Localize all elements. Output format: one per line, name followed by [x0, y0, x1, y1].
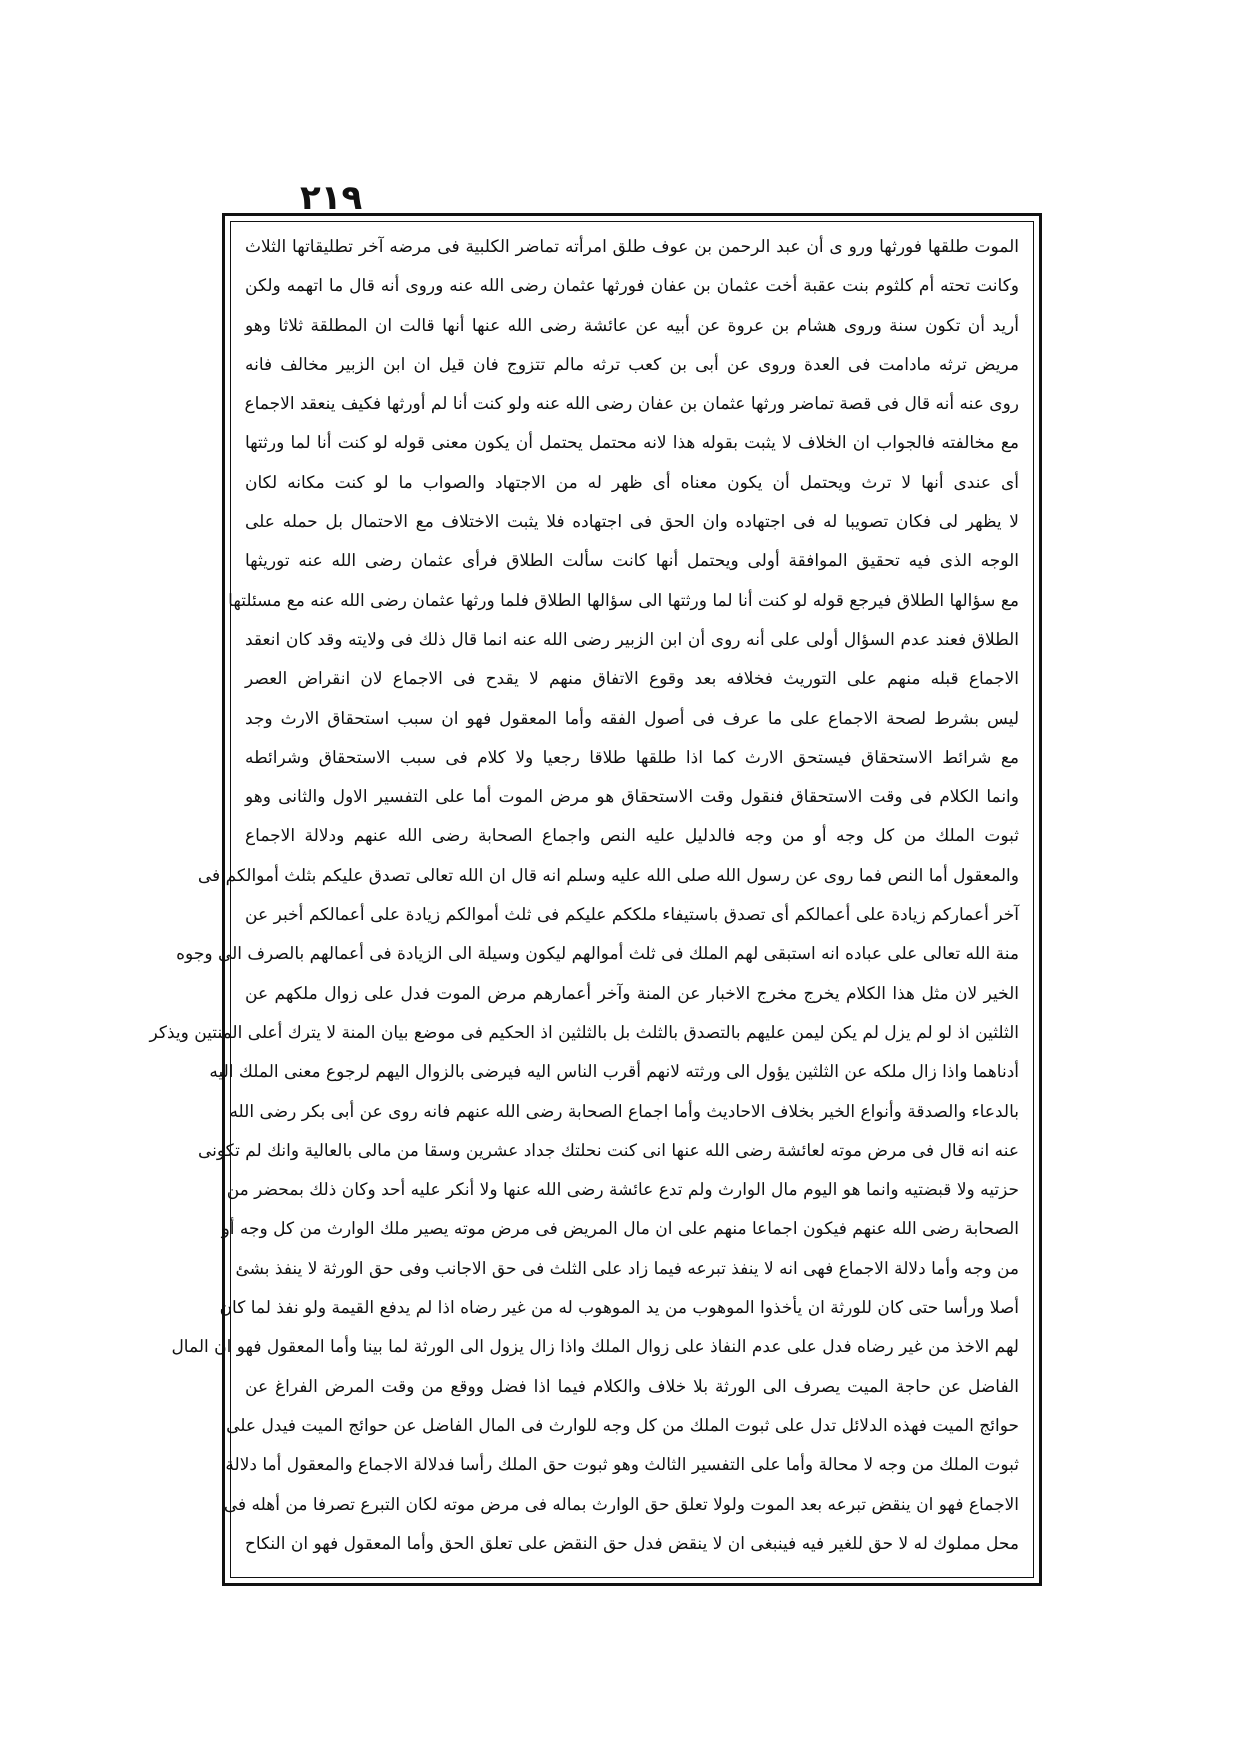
text-line: الاجماع قبله منهم على التوريث فخلافه بعد وقوع الاتفاق منهم لا يقدح فى الاجماع لان انقراض العصر: [245, 669, 1019, 690]
text-line: لا يظهر لى فكان تصويبا له فى اجتهاده وان الحق فى اجتهاده فلا يثبت الاختلاف مع الاحتمال بل حمله على: [245, 512, 1019, 533]
text-line: الاجماع فهو ان ينقض تبرعه بعد الموت ولولا تعلق حق الوارث بماله فى مرض موته لكان التبرع تصرفا من أهله فى: [223, 1494, 1019, 1515]
text-line: آخر أعماركم زيادة على أعمالكم أى تصدق باستيفاء ملككم عليكم فى ثلث أموالكم زيادة على أعمالكم أخبر عن: [245, 905, 1019, 926]
text-line: أدناهما واذا زال ملكه عن الثلثين يؤول الى ورثته لانهم أقرب الناس اليه فيرضى بالزوال اليهم لرجوع معنى الملك اليه: [209, 1062, 1019, 1083]
text-line: لهم الاخذ من غير رضاه فدل على عدم النفاذ على زوال الملك واذا زال يزول الى الورثة لما بينا وأما المعقول فهو ان المال: [171, 1337, 1019, 1358]
text-line: مريض ترثه مادامت فى العدة وروى عن أبى بن كعب ترثه مالم تتزوج فان قيل ان ابن الزبير مخالف فانه: [245, 354, 1019, 375]
text-line: من وجه وأما دلالة الاجماع فهى انه لا ينفذ تبرعه فيما زاد على الثلث فى حق الاجانب وفى حق الورثة لا ينفذ بشئ: [235, 1258, 1019, 1279]
text-line: الخير لان مثل هذا الكلام يخرج مخرج الاخبار عن المنة وآخر أعمارهم مرض الموت فدل على زوال ملكهم عن: [245, 983, 1019, 1004]
text-line: أى عندى أنها لا ترث ويحتمل أن يكون معناه أى ظهر له من الاجتهاد والصواب ما لو كنت مكانه لكان: [245, 472, 1019, 493]
text-line: محل مملوك له لا حق للغير فيه فينبغى ان لا ينقض فدل حق النقض على تعلق الحق وأما المعقول فهو ان النكاح: [244, 1533, 1019, 1554]
text-line: وانما الكلام فى وقت الاستحقاق فنقول وقت الاستحقاق هو مرض الموت أما على التفسير الاول والثانى وهو: [245, 787, 1019, 808]
text-line: مع شرائط الاستحقاق فيستحق الارث كما اذا طلقها طلاقا رجعيا ولا كلام فى سبب الاستحقاق وشرائطه: [245, 747, 1019, 768]
text-line: ليس بشرط لصحة الاجماع على ما عرف فى أصول الفقه وأما المعقول فهو ان سبب استحقاق الارث وجد: [245, 708, 1019, 729]
page-number: ٢١٩: [300, 178, 363, 218]
text-line: الطلاق فعند عدم السؤال أولى على أنه روى أن ابن الزبير رضى الله عنه انما قال ذلك فى ولايته وقد كان انعقد: [245, 629, 1019, 650]
text-body: [149, 228, 1019, 1564]
text-line: الثلثين اذ لو لم يزل لم يكن ليمن عليهم بالتصدق بالثلث بل بالثلثين اذ الحكيم فى موضع بيان المنة لا يترك أعلى المنتين ويذكر: [149, 1022, 1019, 1043]
text-line: مع سؤالها الطلاق فيرجع قوله لو كنت أنا لما ورثتها الى سؤالها الطلاق فلما ورثها عثمان رضى الله عنه مع مسئلتها: [228, 590, 1019, 611]
text-line: مع مخالفته فالجواب ان الخلاف لا يثبت بقوله هذا لانه محتمل يحتمل أن يكون معنى قوله لو كنت أنا لما ورثتها: [245, 433, 1019, 454]
page-border-outer: [149, 213, 1042, 1586]
text-line: الصحابة رضى الله عنهم فيكون اجماعا منهم على ان مال المريض فى مرض موته يصير ملك الوارث من كل وجه أو: [221, 1219, 1019, 1240]
text-line: أريد أن تكون سنة وروى هشام بن عروة عن أبيه عن عائشة رضى الله عنها أنها قالت ان المطلقة ثلاثا وهو: [245, 315, 1019, 336]
text-line: والمعقول أما النص فما روى عن رسول الله صلى الله عليه وسلم انه قال ان الله تعالى تصدق عليكم بثلث أموالكم فى: [197, 865, 1019, 886]
text-line: بالدعاء والصدقة وأنواع الخير بخلاف الاحاديث وأما اجماع الصحابة رضى الله عنهم فانه روى عن أبى بكر رضى الله: [229, 1101, 1019, 1122]
text-line: ثبوت الملك من كل وجه أو من وجه فالدليل عليه النص واجماع الصحابة رضى الله عنهم ودلالة الاجماع: [245, 826, 1019, 847]
text-line: حوائج الميت فهذه الدلائل تدل على ثبوت الملك من كل وجه للوارث فى المال الفاضل عن حوائج الميت فيدل على: [226, 1415, 1019, 1436]
text-line: وكانت تحته أم كلثوم بنت عقبة أخت عثمان بن عفان فورثها عثمان رضى الله عنه وروى أنه قال ما اتهمه ولكن: [245, 276, 1019, 297]
text-line: عنه انه قال فى مرض موته لعائشة رضى الله عنها انى كنت نحلتك جداد عشرين وسقا من مالى بالعالية وانك لم تكونى: [198, 1140, 1019, 1161]
text-line: أصلا ورأسا حتى كان للورثة ان يأخذوا الموهوب من يد الموهوب له من غير رضاه اذا لم يدفع القيمة ولو نفذ لما كان: [219, 1298, 1019, 1319]
text-line: حزتيه ولا قبضتيه وانما هو اليوم مال الوارث ولم تدع عائشة رضى الله عنها ولا أنكر عليه أحد وكان ذلك بمحضر من: [226, 1180, 1019, 1201]
text-line: الموت طلقها فورثها ورو ى أن عبد الرحمن بن عوف طلق امرأته تماضر الكلبية فى مرضه آخر تطليقاتها الثلاث: [245, 237, 1019, 257]
text-line: الوجه الذى فيه تحقيق الموافقة أولى ويحتمل أنها كانت سألت الطلاق فرأى عثمان رضى الله عنه توريثها: [245, 551, 1019, 572]
page-border-inner: [149, 221, 1034, 1578]
text-line: الفاضل عن حاجة الميت يصرف الى الورثة بلا خلاف والكلام فيما اذا فضل ووقع من وقت المرض الفراغ عن: [245, 1376, 1019, 1397]
text-line: منة الله تعالى على عباده انه استبقى لهم الملك فى ثلث أموالهم ليكون وسيلة الى الزيادة فى أعمالهم بالصرف الى وجوه: [176, 944, 1019, 965]
text-line: روى عنه أنه قال فى قصة تماضر ورثها عثمان بن عفان رضى الله عنه ولو كنت أنا لم أورثها فكيف ينعقد الاجماع: [244, 394, 1019, 415]
text-line: ثبوت الملك من وجه لا محالة وأما على التفسير الثالث وهو ثبوت حق الملك رأسا فدلالة الاجماع والمعقول أما دلالة: [225, 1455, 1019, 1476]
